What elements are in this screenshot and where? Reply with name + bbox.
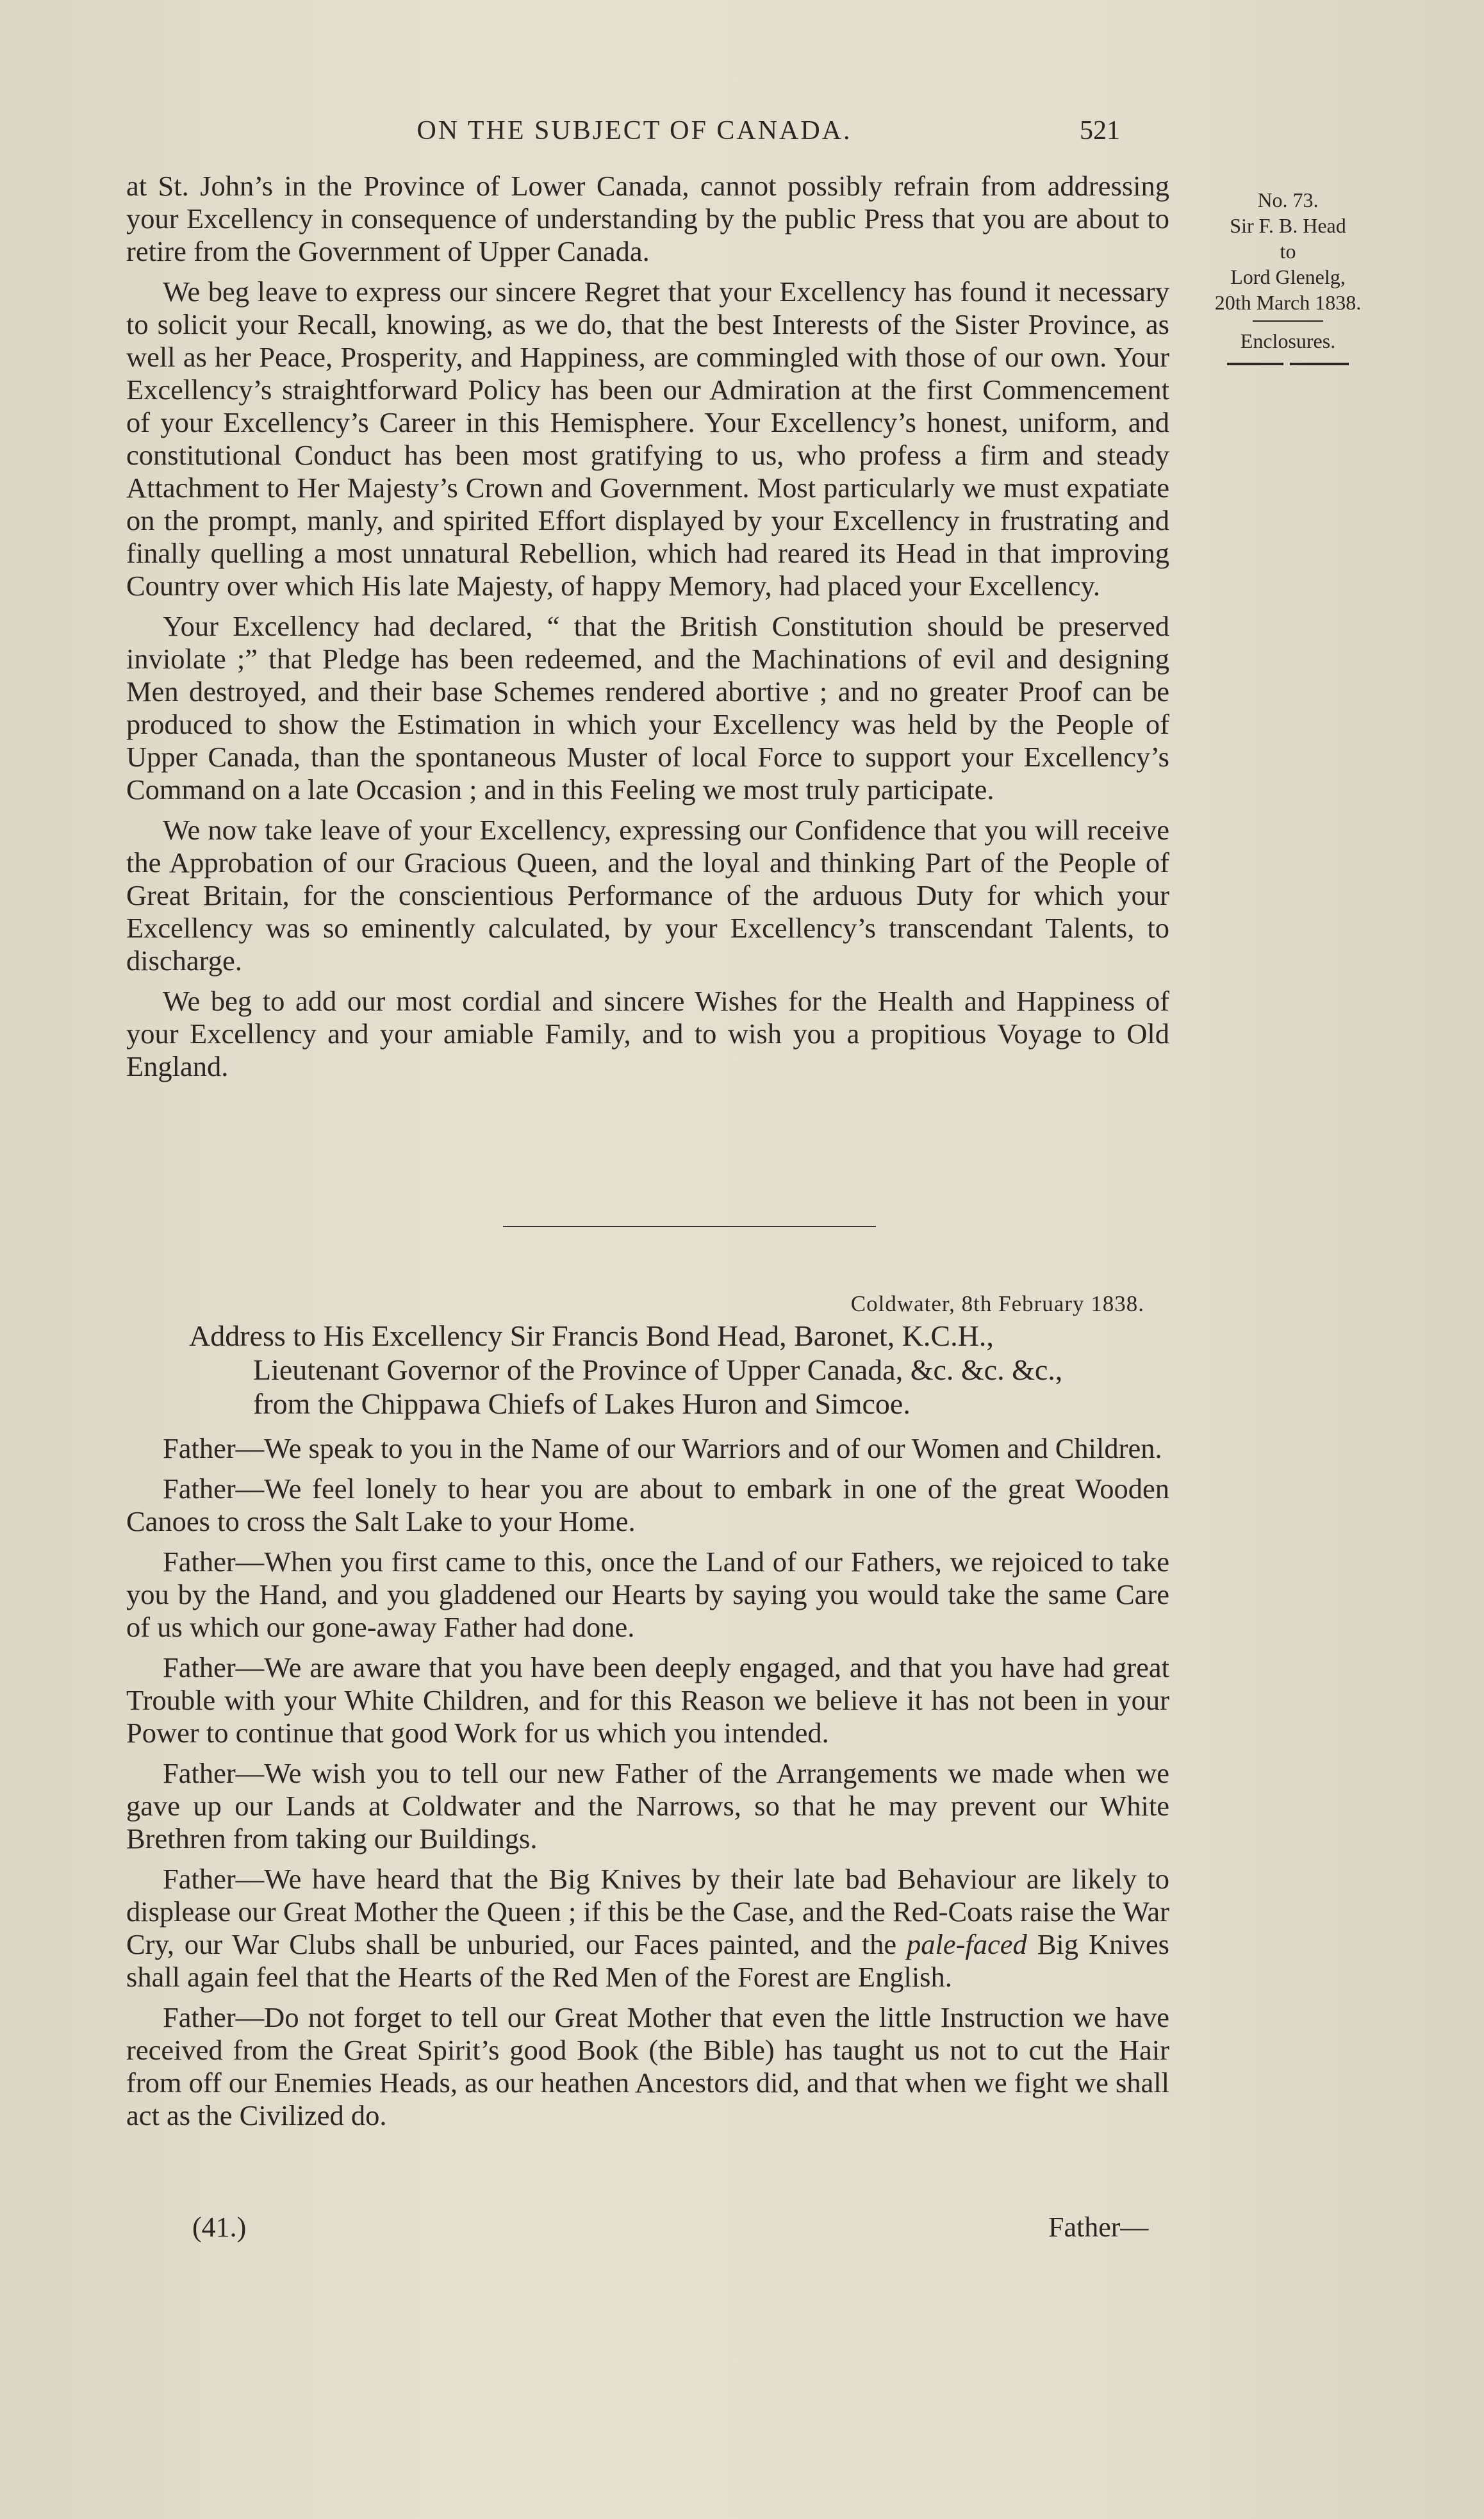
margin-note-enclosures: Enclosures. [1240, 329, 1336, 352]
paragraph: Father—We feel lonely to hear you are about to embark in one of the great Wooden Canoes to cross the Salt Lake to your Home. [126, 1473, 1169, 1537]
paragraph: Father—We speak to you in the Name of our Warriors and of our Women and Children. [163, 1432, 1162, 1464]
paragraph: We beg to add our most cordial and sincere Wishes for the Health and Happiness of your Excellency and your amiable Family, and to wish you a propitious Voyage to Old England. [126, 985, 1169, 1082]
address-heading [189, 1319, 1182, 1421]
italic-term: pale-faced [907, 1928, 1027, 1960]
catchword: Father— [1048, 2211, 1149, 2243]
paragraph: Father—We wish you to tell our new Father of the Arrangements we made when we gave up our Lands at Coldwater and the Narrows, so that he may prevent our White Brethren from taking our Buildings. [126, 1757, 1169, 1854]
dateline: Coldwater, 8th February 1838. [850, 1291, 1144, 1316]
paragraph: Father—We are aware that you have been deeply engaged, and that you have had great Trouble with your White Children, and for this Reason we believe it has not been in your Power to continue that good Work for us which you intended. [126, 1651, 1169, 1749]
margin-note-date: 20th March 1838. [1214, 291, 1362, 314]
margin-note-to: to [1280, 240, 1296, 263]
address-body [126, 1432, 1169, 2132]
signature-mark: (41.) [192, 2211, 247, 2243]
letter-body [126, 170, 1169, 1083]
running-head: ON THE SUBJECT OF CANADA. [416, 116, 852, 145]
paragraph: We beg leave to express our sincere Regret that your Excellency has found it necessary to solicit your Recall, knowing, as we do, that the best Interests of the Sister Province, as well as her Peace, Prosperity, and Happiness, are commingled with those of our own. Your Excellency’s straightforward Policy has been our Admiration at the first Commencement of your Excellency’s Career in this Hemisphere. Your Excellency’s honest, uniform, and constitutional Conduct has been most gratifying to us, who profess a firm and steady Attachment to Her Majesty’s Crown and Government. Most particularly we must expatiate on the prompt, manly, and spirited Effort displayed by your Excellency in frustrating and finally quelling a most unnatural Rebellion, which had reared its Head in that improving Country over which His late Majesty, of happy Memory, had placed your Excellency. [126, 276, 1169, 602]
paragraph: We now take leave of your Excellency, expressing our Confidence that you will receive the Approbation of our Gracious Queen, and the loyal and thinking Part of the People of Great Britain, for the conscientious Performance of the arduous Duty for which your Excellency was so eminently calculated, by your Excellency’s transcendant Talents, to discharge. [126, 814, 1169, 977]
heading-line: Lieutenant Governor of the Province of Upper Canada, &c. &c. &c., [253, 1353, 1063, 1386]
paragraph: Father—Do not forget to tell our Great Mother that even the little Instruction we have received from the Great Spirit’s good Book (the Bible) has taught us not to cut the Hair from off our Enemies Heads, as our heathen Ancestors did, and that when we fight we shall act as the Civilized do. [126, 2001, 1169, 2131]
page-number: 521 [1080, 116, 1120, 145]
heading-line: from the Chippawa Chiefs of Lakes Huron and Simcoe. [253, 1387, 911, 1420]
paragraph: Your Excellency had declared, “ that the British Constitution should be preserved inviolate ;” that Pledge has been redeemed, and the Machinations of evil and designing Men destroyed, and their base Schemes rendered abortive ; and no greater Proof can be produced to show the Estimation in which your Excellency was held by the People of Upper Canada, than the spontaneous Muster of local Force to support your Excellency’s Command on a late Occasion ; and in this Feeling we most truly participate. [126, 610, 1169, 805]
paragraph: at St. John’s in the Province of Lower Canada, cannot possibly refrain from addressing your Excellency in consequence of understanding by the public Press that you are about to retire from the Government of Upper Canada. [126, 170, 1169, 267]
margin-note-from: Sir F. B. Head [1230, 214, 1346, 237]
heading-line: Address to His Excellency Sir Francis Bond Head, Baronet, K.C.H., [189, 1319, 994, 1352]
paragraph: Father—When you first came to this, once the Land of our Fathers, we rejoiced to take you by the Hand, and you gladdened our Hearts by saying you would take the same Care of us which our gone-away Father had done. [126, 1546, 1169, 1643]
paragraph [126, 1863, 1169, 1994]
paragraph-text: Father—We have heard that the Big Knives by their late bad Behaviour are likely to displease our Great Mother the Queen ; if this be the Case, and the Red-Coats raise the War Cry, our War Clubs shall be unburied, our Faces painted, and the [126, 1863, 1169, 1960]
paragraph-text: Big Knives shall again feel that the Hearts of the Red Men of the Forest are English. [126, 1928, 1169, 1993]
section-separator [503, 1226, 876, 1227]
margin-note-rule [1253, 320, 1323, 322]
margin-note-number: No. 73. [1257, 188, 1319, 211]
margin-note-recipient: Lord Glenelg, [1230, 265, 1346, 288]
margin-note-double-rule [1227, 363, 1349, 365]
margin-note [1192, 187, 1384, 365]
